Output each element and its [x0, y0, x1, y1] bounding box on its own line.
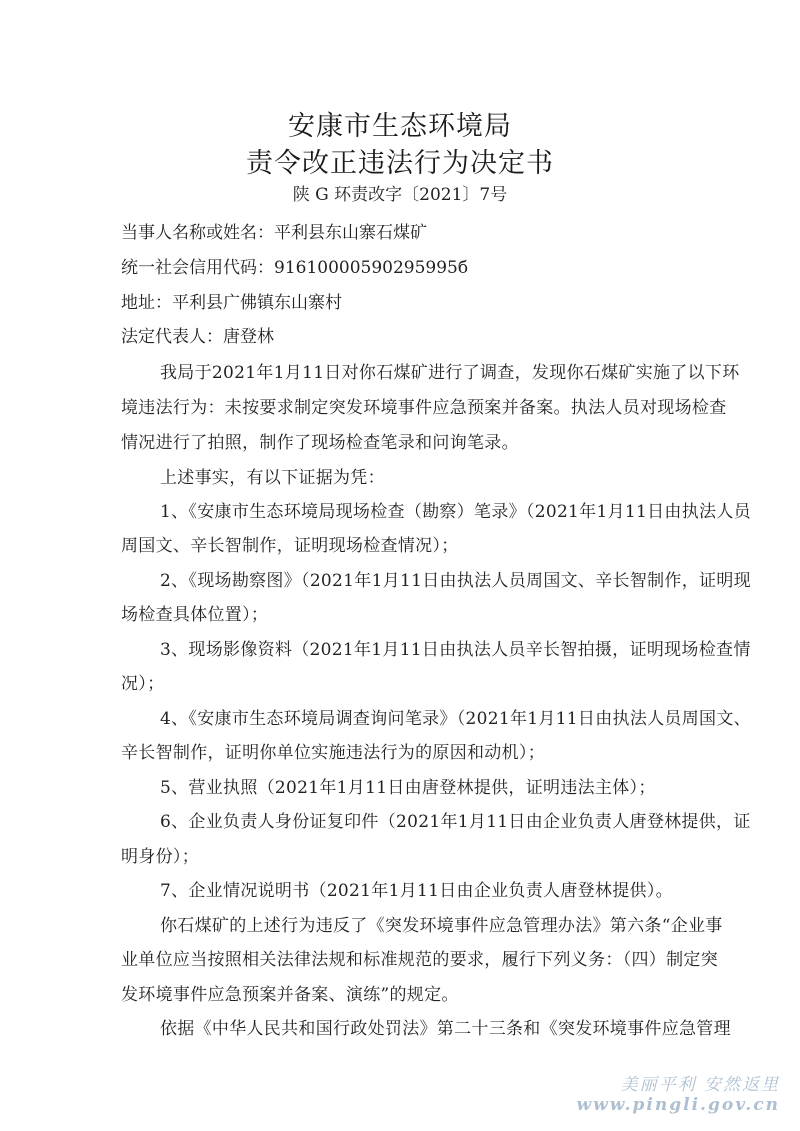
body-line: 周国文、辛长智制作，证明现场检查情况）； [121, 536, 459, 556]
evidence-item: 3、现场影像资料（2021年1月11日由执法人员辛长智拍摄，证明现场检查情 [160, 640, 751, 660]
watermark-url: www.pingli.gov.cn [576, 1095, 780, 1115]
evidence-item: 2、《现场勘察图》（2021年1月11日由执法人员周国文、辛长智制作，证明现 [160, 571, 751, 591]
body-line: 况）； [121, 674, 165, 694]
body-line: 我局于2021年1月11日对你石煤矿进行了调查，发现你石煤矿实施了以下环 [160, 363, 740, 383]
body-line: 场检查具体位置）； [121, 605, 269, 625]
watermark-slogan: 美丽平利 安然返里 [620, 1075, 780, 1095]
body-line: 情况进行了拍照，制作了现场检查笔录和问询笔录。 [121, 433, 519, 453]
evidence-item: 1、《安康市生态环境局现场检查（勘察）笔录》（2021年1月11日由执法人员 [160, 502, 751, 522]
evidence-item: 5、营业执照（2021年1月11日由唐登林提供，证明违法主体）； [160, 778, 656, 798]
body-line: 你石煤矿的上述行为违反了《突发环境事件应急管理办法》第六条“企业事 [160, 916, 723, 936]
body-line: 辛长智制作，证明你单位实施违法行为的原因和动机）； [121, 743, 545, 763]
body-line: 明身份）； [121, 847, 199, 867]
body-line: 业单位应当按照相关法律法规和标准规范的要求，履行下列义务：（四）制定突 [121, 950, 718, 970]
evidence-item: 6、企业负责人身份证复印件（2021年1月11日由企业负责人唐登林提供，证 [160, 812, 751, 832]
document-title-agency: 安康市生态环境局 [288, 111, 512, 142]
evidence-item: 4、《安康市生态环境局调查询问笔录》（2021年1月11日由执法人员周国文、 [160, 709, 751, 729]
party-name: 当事人名称或姓名：平利县东山寨石煤矿 [121, 223, 427, 243]
evidence-item: 7、企业情况说明书（2021年1月11日由企业负责人唐登林提供）。 [160, 881, 673, 901]
body-line: 上述事实，有以下证据为凭： [160, 468, 385, 488]
body-line: 依据《中华人民共和国行政处罚法》第二十三条和《突发环境事件应急管理 [160, 1019, 731, 1039]
party-address: 地址：平利县广佛镇东山寨村 [121, 293, 342, 313]
document-number: 陕 G 环责改字〔2021〕7号 [292, 185, 508, 205]
body-line: 境违法行为：未按要求制定突发环境事件应急预案并备案。执法人员对现场检查 [121, 398, 727, 418]
credit-code: 统一社会信用代码：91610000590295995б [121, 258, 469, 278]
body-line: 发环境事件应急预案并备案、演练”的规定。 [121, 985, 459, 1005]
document-title-type: 责令改正违法行为决定书 [246, 148, 554, 179]
legal-representative: 法定代表人：唐登林 [121, 327, 274, 347]
